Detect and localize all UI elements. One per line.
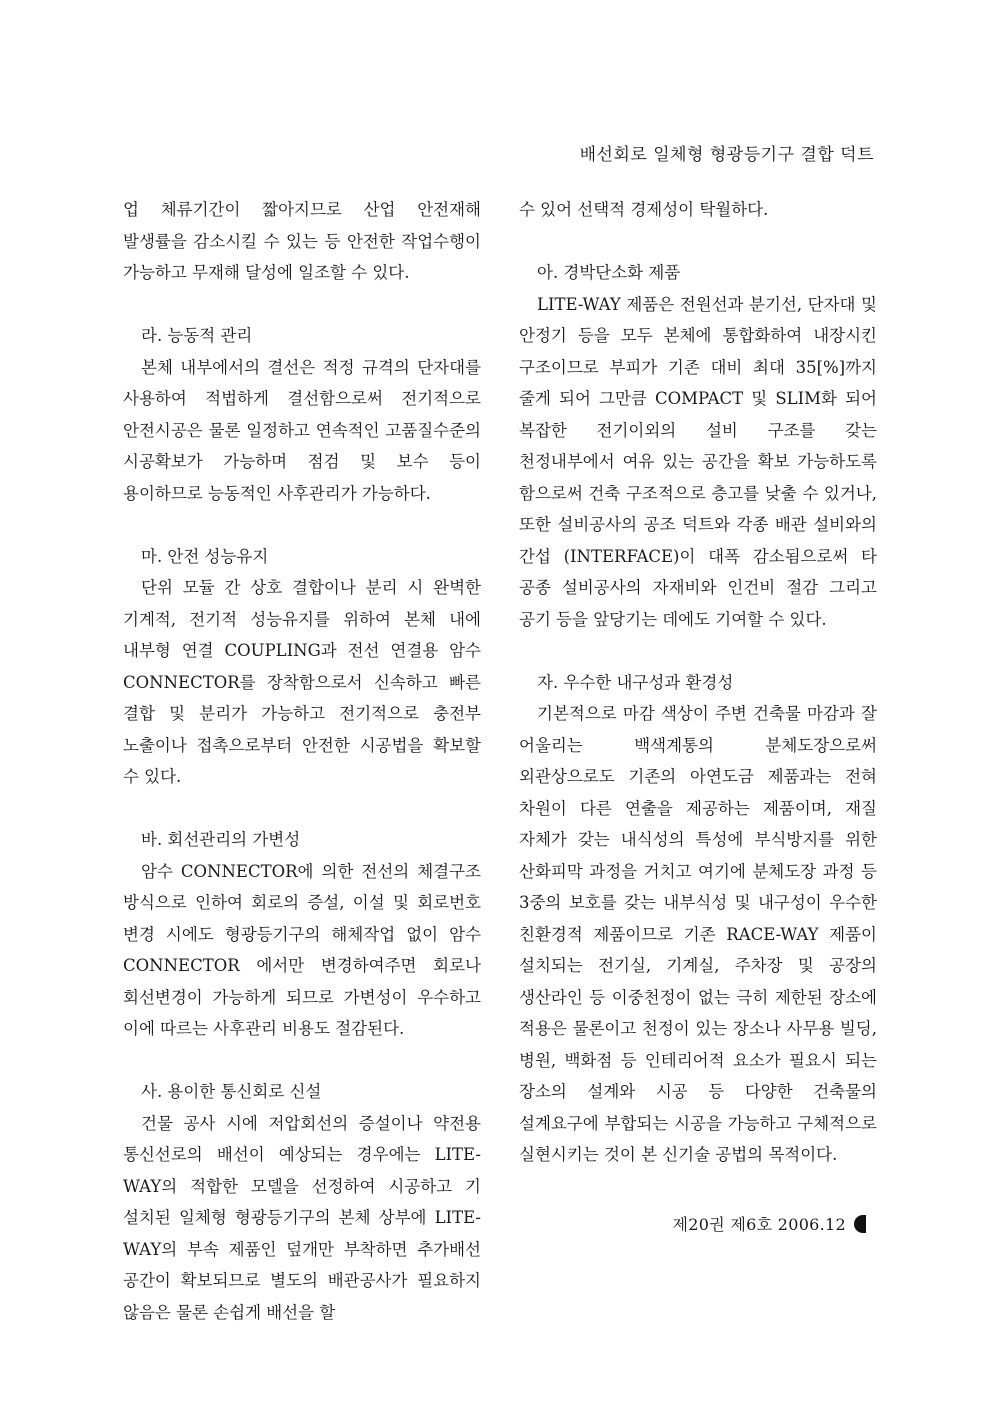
section-body-ra: 본체 내부에서의 결선은 적정 규격의 단자대를 사용하여 적법하게 결선함으로써 전기적으로 안전시공은 물론 일정하고 연속적인 고품질수준의 시공확보가 가능하며 점검 및 보수 등이 용이하므로 능동적인 사후관리가 가능하다. bbox=[123, 357, 481, 503]
section-heading-sa: 사. 용이한 통신회로 신설 bbox=[141, 1082, 322, 1101]
section-body-a: LITE-WAY 제품은 전원선과 분기선, 단자대 및 안정기 등을 모두 본체에 통합화하여 내장시킨 구조이므로 부피가 기존 대비 최대 35[%]까지 줄게 되어 그만큼 COMPACT 및 SLIM화 되어 복잡한 전기이외의 설비 구조를 갖는 천정내부에서 여유 있는 공간을 확보 가능하도록 함으로써 건축 구조적으로 층고를 낮출 수 있거나, 또한 설비공사의 공조 덕트와 각종 배관 설비와의 간섭 (INTERFACE)이 대폭 감소됨으로써 타 공종 설비공사의 자재비와 인건비 절감 그리고 공기 등을 앞당기는 데에도 기여할 수 있다. bbox=[519, 294, 877, 629]
intro-continuation: 업 체류기간이 짧아지므로 산업 안전재해 발생률을 감소시킬 수 있는 등 안전한 작업수행이 가능하고 무재해 달성에 일조할 수 있다. bbox=[123, 200, 481, 282]
section-body-ba: 암수 CONNECTOR에 의한 전선의 체결구조 방식으로 인하여 회로의 증설, 이설 및 회로번호 변경 시에도 형광등기구의 해체작업 없이 암수 CONNECTOR 에서만 변경하여주면 회로나 회선변경이 가능하게 되므로 가변성이 우수하고 이에 따르는 사후관리 비용도 절감된다. bbox=[123, 861, 481, 1038]
section-body-sa: 건물 공사 시에 저압회선의 증설이나 약전용 통신선로의 배선이 예상되는 경우에는 LITE-WAY의 적합한 모델을 선정하여 시공하고 기 설치된 일체형 형광등기구의 본체 상부에 LITE-WAY의 부속 제품인 덮개만 부착하면 추가배선 공간이 확보되므로 별도의 배관공사가 필요하지 않음은 물론 손쉽게 배선을 할 bbox=[123, 1113, 481, 1322]
issue-info: 제20권 제6호 2006.12 bbox=[672, 1215, 846, 1234]
section-body-ma: 단위 모듈 간 상호 결합이나 분리 시 완벽한 기계적, 전기적 성능유지를 위하여 본체 내에 내부형 연결 COUPLING과 전선 연결용 암수 CONNECTOR를 장착함으로서 신속하고 빠른 결합 및 분리가 가능하고 전기적으로 충전부 노출이나 접촉으로부터 안전한 시공법을 확보할 수 있다. bbox=[123, 578, 481, 786]
section-heading-ra: 라. 능동적 관리 bbox=[141, 326, 253, 345]
page-footer bbox=[673, 1212, 867, 1235]
left-column bbox=[123, 194, 481, 1328]
right-continuation: 수 있어 선택적 경제성이 탁월하다. bbox=[519, 200, 769, 219]
section-body-ja: 기본적으로 마감 색상이 주변 건축물 마감과 잘 어울리는 백색계통의 분체도장으로써 외관상으로도 기존의 아연도금 제품과는 전혀 차원이 다른 연출을 제공하는 제품이며, 재질 자체가 갖는 내식성의 특성에 부식방지를 위한 산화피막 과정을 거치고 여기에 분체도장 과정 등 3중의 보호를 갖는 내부식성 및 내구성이 우수한 친환경적 제품이므로 기존 RACE-WAY 제품이 설치되는 전기실, 기계실, 주차장 및 공장의 생산라인 등 이중천정이 없는 극히 제한된 장소에 적용은 물론이고 천정이 있는 장소나 사무용 빌딩, 병원, 백화점 등 인테리어적 요소가 필요시 되는 장소의 설계와 시공 등 다양한 건축물의 설계요구에 부합되는 시공을 가능하고 구체적으로 실현시키는 것이 본 신기술 공법의 목적이다. bbox=[519, 704, 877, 1164]
section-heading-ja: 자. 우수한 내구성과 환경성 bbox=[537, 672, 734, 692]
section-heading-ba: 바. 회선관리의 가변성 bbox=[141, 830, 301, 849]
section-heading-ma: 마. 안전 성능유지 bbox=[141, 546, 269, 566]
half-moon-icon bbox=[854, 1215, 866, 1233]
section-heading-a: 아. 경박단소화 제품 bbox=[537, 263, 681, 282]
right-column bbox=[519, 194, 877, 1171]
running-head: 배선회로 일체형 형광등기구 결합 덕트 bbox=[579, 145, 874, 165]
